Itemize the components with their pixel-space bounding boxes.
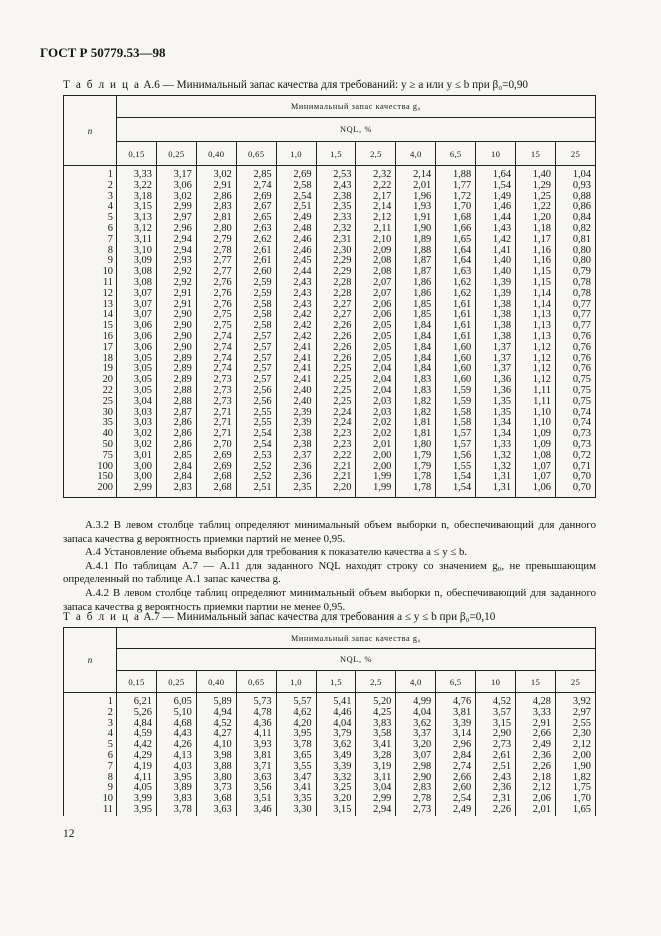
table-a7-nql-header: NQL, % (117, 649, 596, 671)
table-a7 (63, 627, 596, 816)
table-a7-col-header: 1,5 (316, 671, 356, 693)
table-a7-n-column: 1 2 3 4 5 6 7 8 9 10 11 (64, 693, 117, 816)
table-a6-caption-text: А.6 — Минимальный запас качества для требований: y ≥ a или y ≤ b при β₀=0,90 (143, 79, 529, 91)
paragraph-a4-1: А.4.1 По таблицам А.7 — А.11 для заданного NQL находят строку со значением g₀, не превышающим определенный по таблице А.1 запас качества g. (63, 559, 596, 586)
table-a7-caption-text: А.7 — Минимальный запас качества для требования a ≤ y ≤ b при β₀=0,10 (143, 611, 496, 623)
table-a7-col-header: 15 (516, 671, 556, 693)
table-a6-col-header: 0,65 (236, 142, 276, 166)
table-a7-col-header: 0,15 (117, 671, 157, 693)
table-a7-col-header: 4,0 (396, 671, 436, 693)
table-a6-value-column: 2,14 2,01 1,96 1,93 1,91 1,90 1,89 1,88 1,87 1,87 1,86 1,86 1,85 1,85 1,84 1,84 1,84 1,84 1,84 1,83 1,83 1,82 1,82 1,81 1,81 1,80 1,79 1,79 1,78 1,78 (396, 166, 436, 498)
table-a6-col-header: 0,25 (156, 142, 196, 166)
table-a7-value-column: 4,99 4,04 3,62 3,37 3,20 3,07 2,98 2,90 2,83 2,78 2,73 (396, 693, 436, 816)
table-a7-n-header: n (64, 628, 117, 693)
table-a6-n-header: n (64, 96, 117, 166)
table-a6-value-column: 3,17 3,06 3,02 2,99 2,97 2,96 2,94 2,94 2,93 2,92 2,92 2,91 2,91 2,90 2,90 2,90 2,90 2,89 2,89 2,89 2,88 2,88 2,87 2,86 2,86 2,86 2,85 2,84 2,84 2,83 (156, 166, 196, 498)
table-a6-n-column: 1 2 3 4 5 6 7 8 9 10 11 12 13 14 15 16 17 18 19 20 22 25 30 35 40 50 75 100 150 200 (64, 166, 117, 498)
table-a7-value-column: 5,41 4,46 4,04 3,79 3,62 3,49 3,39 3,32 3,25 3,20 3,15 (316, 693, 356, 816)
table-a6-value-column: 2,85 2,74 2,69 2,67 2,65 2,63 2,62 2,61 2,61 2,60 2,59 2,59 2,58 2,58 2,58 2,57 2,57 2,57 2,57 2,57 2,56 2,56 2,55 2,55 2,54 2,54 2,53 2,52 2,52 2,51 (236, 166, 276, 498)
table-a7-value-column: 5,73 4,78 4,36 4,11 3,93 3,81 3,71 3,63 3,56 3,51 3,46 (236, 693, 276, 816)
table-a7-value-column: 6,05 5,10 4,68 4,43 4,26 4,13 4,03 3,95 3,89 3,83 3,78 (156, 693, 196, 816)
table-a7-value-column: 3,92 2,97 2,55 2,30 2,12 2,00 1,90 1,82 1,75 1,70 1,65 (555, 693, 595, 816)
table-a6-value-column: 1,64 1,54 1,49 1,46 1,44 1,43 1,42 1,41 1,40 1,40 1,39 1,39 1,38 1,38 1,38 1,38 1,37 1,37 1,37 1,36 1,36 1,35 1,35 1,34 1,34 1,33 1,32 1,32 1,31 1,31 (476, 166, 516, 498)
table-a6-caption (63, 79, 528, 91)
table-a6-value-column: 2,53 2,43 2,38 2,35 2,33 2,32 2,31 2,30 2,29 2,29 2,28 2,28 2,27 2,27 2,26 2,26 2,26 2,26 2,25 2,25 2,25 2,25 2,24 2,24 2,23 2,23 2,22 2,21 2,21 2,20 (316, 166, 356, 498)
table-a7-col-header: 0,65 (236, 671, 276, 693)
document-header: ГОСТ Р 50779.53—98 (40, 45, 166, 60)
table-a6-value-column: 2,69 2,58 2,54 2,51 2,49 2,48 2,46 2,46 2,45 2,44 2,43 2,43 2,43 2,42 2,42 2,42 2,41 2,41 2,41 2,41 2,40 2,40 2,39 2,39 2,38 2,38 2,37 2,36 2,36 2,35 (276, 166, 316, 498)
table-a7-col-header: 1,0 (276, 671, 316, 693)
table-a7-caption (63, 611, 495, 623)
table-a6-col-header: 2,5 (356, 142, 396, 166)
table-a7-col-header: 25 (555, 671, 595, 693)
table-a7-value-column: 4,28 3,33 2,91 2,66 2,49 2,36 2,26 2,18 2,12 2,06 2,01 (516, 693, 556, 816)
table-a7-col-header: 2,5 (356, 671, 396, 693)
table-a6-col-header: 10 (476, 142, 516, 166)
table-a6-col-header: 4,0 (396, 142, 436, 166)
table-a7-col-header: 0,25 (156, 671, 196, 693)
table-a6-col-header: 1,5 (316, 142, 356, 166)
table-a6-col-header: 25 (555, 142, 595, 166)
table-a6-value-column: 1,40 1,29 1,25 1,22 1,20 1,18 1,17 1,16 1,16 1,15 1,15 1,14 1,14 1,13 1,13 1,13 1,12 1,12 1,12 1,12 1,11 1,11 1,10 1,10 1,09 1,09 1,08 1,07 1,07 1,06 (516, 166, 556, 498)
table-a7-value-column: 5,20 4,25 3,83 3,58 3,41 3,28 3,19 3,11 3,04 2,99 2,94 (356, 693, 396, 816)
paragraph-a4: А.4 Установление объема выборки для требования к показателю качества a ≤ y ≤ b. (85, 546, 468, 559)
table-a6-col-header: 1,0 (276, 142, 316, 166)
table-a6-col-header: 6,5 (436, 142, 476, 166)
paragraph-a4-2: А.4.2 В левом столбце таблиц определяют минимальный объем выборки n, обеспечивающий для заданного запаса качества g вероятность приемки партии не менее 0,95. (63, 586, 596, 613)
table-a6-value-column: 2,32 2,22 2,17 2,14 2,12 2,11 2,10 2,09 2,08 2,08 2,07 2,07 2,06 2,06 2,05 2,05 2,05 2,05 2,04 2,04 2,04 2,03 2,03 2,02 2,02 2,01 2,00 2,00 1,99 1,99 (356, 166, 396, 498)
table-a7-value-column: 6,21 5,26 4,84 4,59 4,42 4,29 4,19 4,11 4,05 3,99 3,95 (117, 693, 157, 816)
table-a6-col-header: 15 (516, 142, 556, 166)
table-a6-caption-prefix: Т а б л и ц а (63, 79, 141, 91)
page-number: 12 (63, 828, 75, 840)
body-text (63, 519, 596, 614)
table-a6-super-header: Минимальный запас качества g₀ (117, 96, 596, 118)
table-a6-value-column: 3,33 3,22 3,18 3,15 3,13 3,12 3,11 3,10 3,09 3,08 3,08 3,07 3,07 3,07 3,06 3,06 3,06 3,05 3,05 3,05 3,05 3,04 3,03 3,03 3,02 3,02 3,01 3,00 3,00 2,99 (117, 166, 157, 498)
table-a6-nql-header: NQL, % (117, 118, 596, 142)
table-a7-super-header: Минимальный запас качества g₀ (117, 628, 596, 649)
table-a7-value-column: 5,57 4,62 4,20 3,95 3,78 3,65 3,55 3,47 3,41 3,35 3,30 (276, 693, 316, 816)
table-a7-caption-prefix: Т а б л и ц а (63, 611, 141, 623)
table-a7-value-column: 4,52 3,57 3,15 2,90 2,73 2,61 2,51 2,43 2,36 2,31 2,26 (476, 693, 516, 816)
table-a7-col-header: 6,5 (436, 671, 476, 693)
table-a7-col-header: 0,40 (196, 671, 236, 693)
table-a6-col-header: 0,15 (117, 142, 157, 166)
table-a6-value-column: 1,88 1,77 1,72 1,70 1,68 1,66 1,65 1,64 1,64 1,63 1,62 1,62 1,61 1,61 1,61 1,61 1,60 1,60 1,60 1,60 1,59 1,59 1,58 1,58 1,57 1,57 1,56 1,55 1,54 1,54 (436, 166, 476, 498)
table-a6-value-column: 3,02 2,91 2,86 2,83 2,81 2,80 2,79 2,78 2,77 2,77 2,76 2,76 2,76 2,75 2,75 2,74 2,74 2,74 2,74 2,73 2,73 2,73 2,71 2,71 2,71 2,70 2,69 2,69 2,68 2,68 (196, 166, 236, 498)
paragraph-a3-2: А.3.2 В левом столбце таблиц определяют минимальный объем выборки n, обеспечивающий для данного запаса качества g вероятность приемки партий не менее 0,95. (63, 519, 596, 545)
table-a6 (63, 95, 596, 498)
table-a7-value-column: 4,76 3,81 3,39 3,14 2,96 2,84 2,74 2,66 2,60 2,54 2,49 (436, 693, 476, 816)
table-a6-col-header: 0,40 (196, 142, 236, 166)
table-a6-value-column: 1,04 0,93 0,88 0,86 0,84 0,82 0,81 0,80 0,80 0,79 0,78 0,78 0,77 0,77 0,77 0,76 0,76 0,76 0,76 0,75 0,75 0,75 0,74 0,74 0,73 0,73 0,72 0,71 0,70 0,70 (555, 166, 595, 498)
table-a7-value-column: 5,89 4,94 4,52 4,27 4,10 3,98 3,88 3,80 3,73 3,68 3,63 (196, 693, 236, 816)
table-a7-col-header: 10 (476, 671, 516, 693)
